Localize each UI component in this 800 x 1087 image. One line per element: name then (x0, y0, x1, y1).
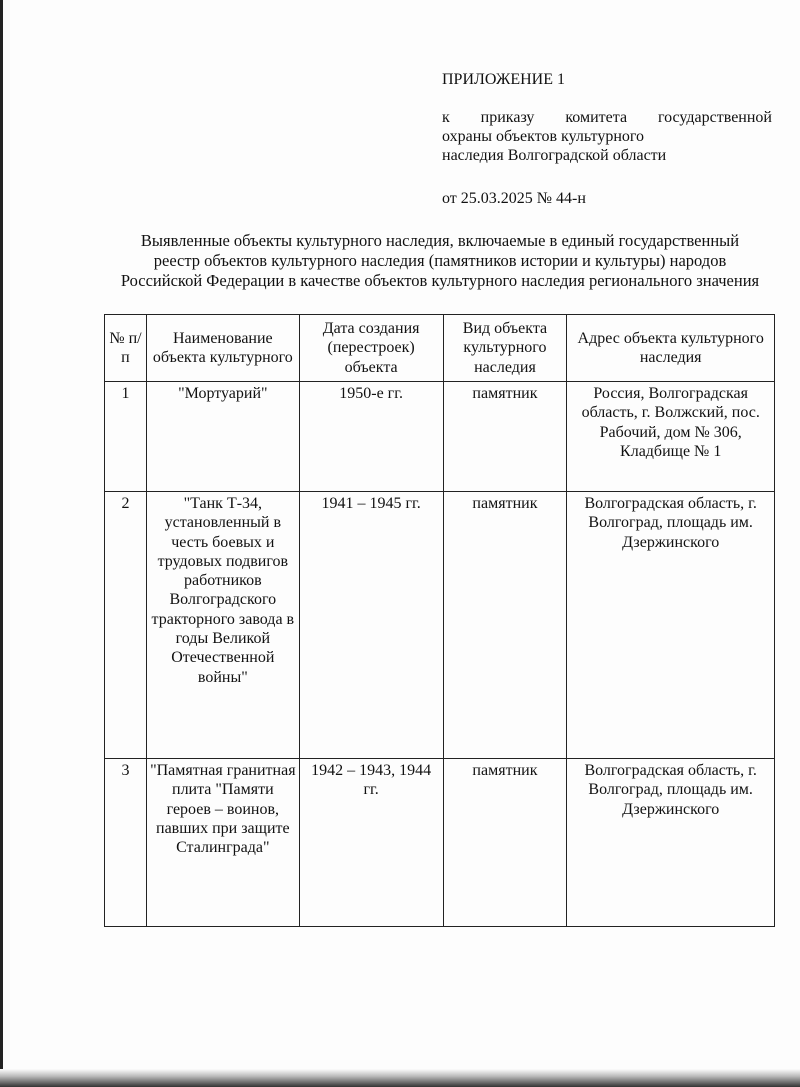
table-header-row (105, 315, 775, 382)
cell-number: 2 (105, 492, 147, 759)
cell-type: памятник (443, 382, 567, 492)
cell-address: Волгоградская область, г. Волгоград, площадь им. Дзержинского (567, 492, 775, 759)
cell-name: "Танк Т-34, установленный в честь боевых и трудовых подвигов работников Волгоградского тракторного завода в годы Великой Отечественной войны" (146, 492, 299, 759)
document-heading: Выявленные объекты культурного наследия, включаемые в единый государственный реестр объектов культурного наследия (памятников истории и культуры) народов Российской Федерации в качестве объектов культурного наследия регионального значения (120, 231, 760, 290)
table-row (105, 759, 775, 927)
cell-date: 1941 – 1945 гг. (299, 492, 443, 759)
cell-type: памятник (443, 759, 567, 927)
table-row (105, 382, 775, 492)
order-date-number: от 25.03.2025 № 44-н (442, 190, 586, 207)
table-row (105, 492, 775, 759)
heritage-objects-table (104, 314, 775, 927)
cell-name: "Мортуарий" (146, 382, 299, 492)
order-line: к приказу комитета государственной (442, 109, 772, 126)
appendix-block (442, 70, 772, 224)
cell-address: Россия, Волгоградская область, г. Волжский, пос. Рабочий, дом № 306, Кладбище № 1 (567, 382, 775, 492)
cell-number: 1 (105, 382, 147, 492)
order-reference (442, 108, 772, 165)
cell-address: Волгоградская область, г. Волгоград, площадь им. Дзержинского (567, 759, 775, 927)
scan-edge-bottom (0, 1069, 800, 1087)
header-date: Дата создания (перестроек) объекта (299, 315, 443, 382)
header-address: Адрес объекта культурного наследия (567, 315, 775, 382)
order-line: охраны объектов культурного (442, 128, 645, 145)
header-name: Наименование объекта культурного (146, 315, 299, 382)
order-line: наследия Волгоградской области (442, 147, 667, 164)
cell-name: "Памятная гранитная плита "Памяти героев – воинов, павших при защите Сталинграда" (146, 759, 299, 927)
cell-type: памятник (443, 492, 567, 759)
header-type: Вид объекта культурного наследия (443, 315, 567, 382)
cell-date: 1942 – 1943, 1944 гг. (299, 759, 443, 927)
appendix-title: ПРИЛОЖЕНИЕ 1 (442, 71, 566, 88)
cell-number: 3 (105, 759, 147, 927)
cell-date: 1950-е гг. (299, 382, 443, 492)
header-number: № п/п (105, 315, 147, 382)
scan-edge (0, 0, 3, 1087)
